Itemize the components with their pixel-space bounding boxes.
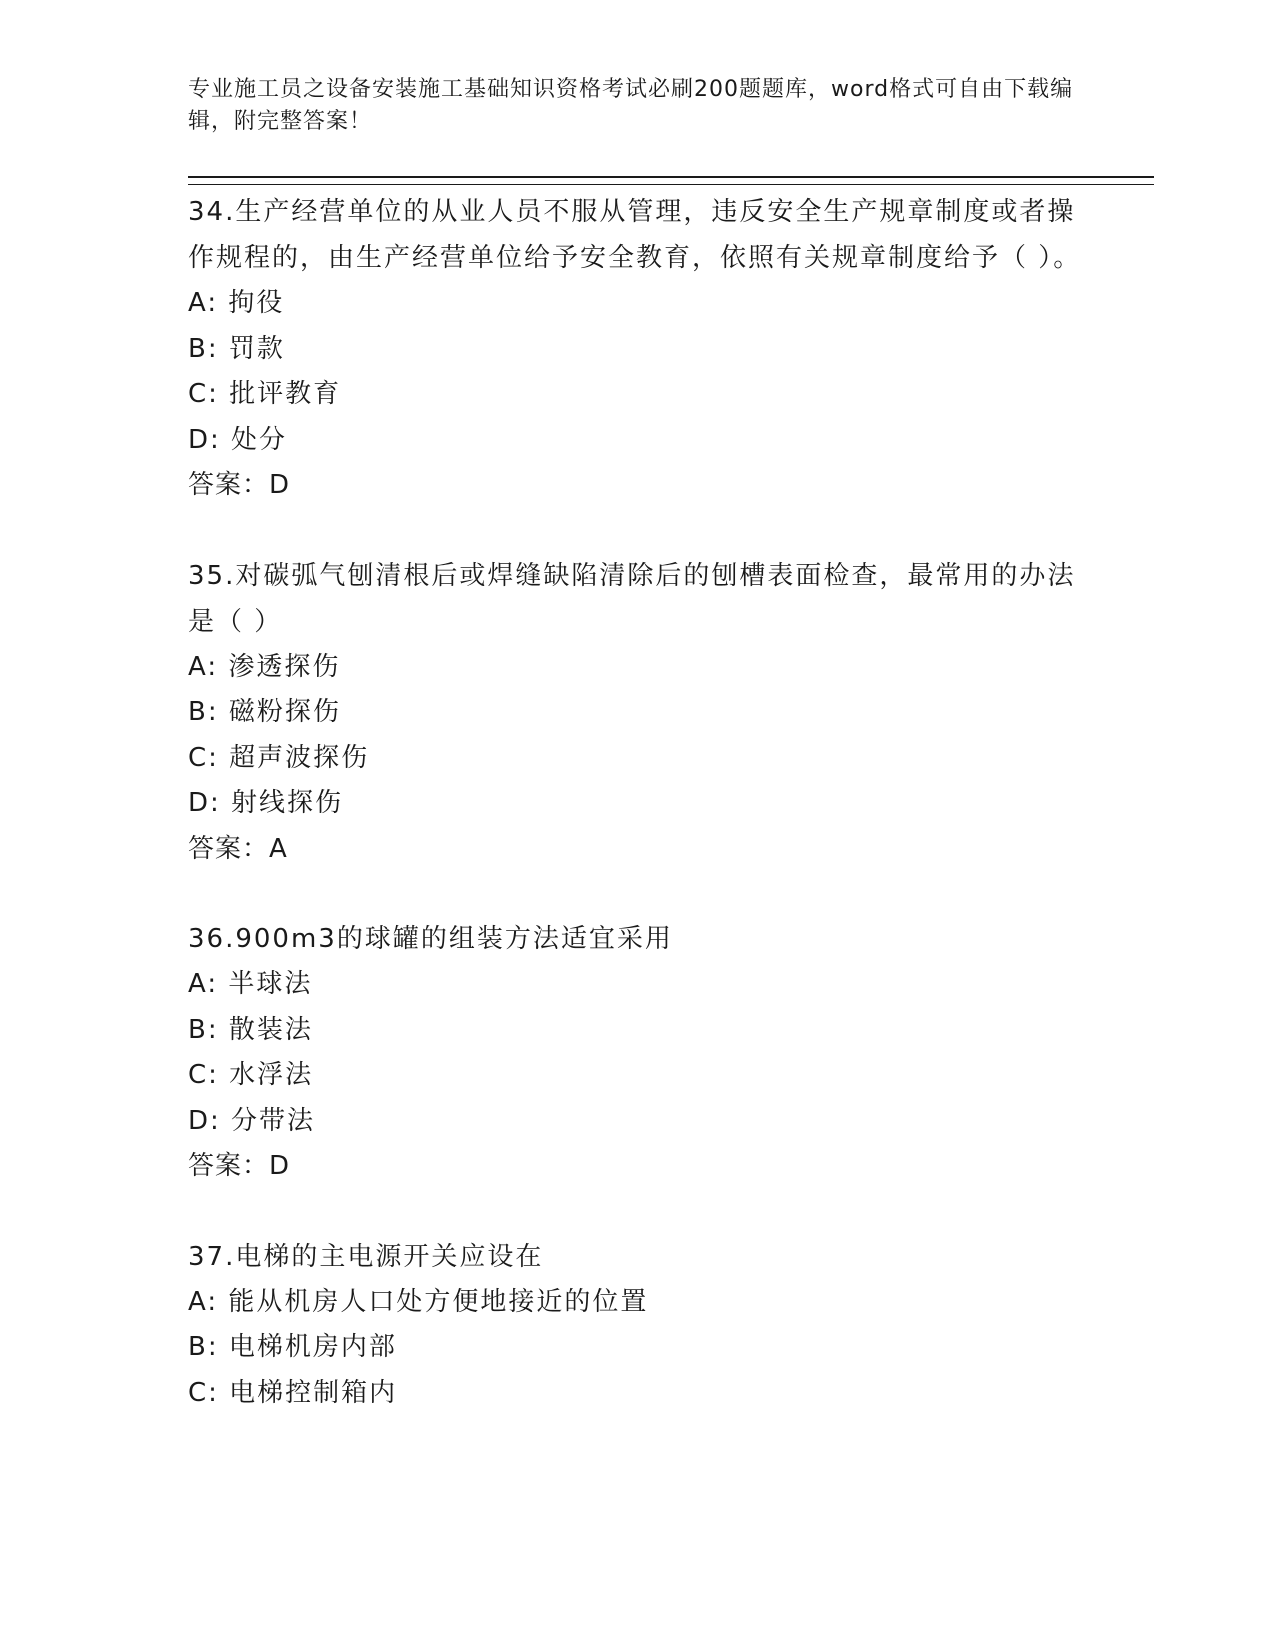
option-d: D: 射线探伤 — [188, 788, 344, 818]
option-c: C: 水浮法 — [188, 1060, 314, 1090]
header-divider — [188, 176, 1154, 185]
option-d: D: 处分 — [188, 424, 288, 455]
document-header: 专业施工员之设备安装施工基础知识资格考试必刷200题题库，word格式可自由下载编辑，附完整答案！ — [188, 77, 1074, 134]
option-a: A: 能从机房人口处方便地接近的位置 — [188, 1286, 649, 1317]
question-36 — [188, 916, 1088, 1190]
option-a: A: 渗透探伤 — [188, 651, 341, 682]
question-stem: 34.生产经营单位的从业人员不服从管理，违反安全生产规章制度或者操作规程的，由生产经营单位给予安全教育，依照有关规章制度给予（ ）。 — [188, 197, 1082, 273]
option-b: B: 磁粉探伤 — [188, 697, 341, 727]
answer-line: 答案：D — [188, 1151, 291, 1181]
question-stem: 36.900m3的球罐的组装方法适宜采用 — [188, 924, 673, 954]
question-34 — [188, 189, 1088, 509]
question-37 — [188, 1234, 1088, 1417]
option-c: C: 电梯控制箱内 — [188, 1377, 398, 1408]
option-a: A: 半球法 — [188, 969, 313, 999]
option-d: D: 分带法 — [188, 1105, 316, 1136]
option-a: A: 拘役 — [188, 288, 285, 318]
answer-line: 答案：A — [188, 833, 288, 864]
question-list — [188, 189, 1088, 1460]
answer-line: 答案：D — [188, 470, 291, 500]
option-b: B: 电梯机房内部 — [188, 1332, 397, 1362]
option-c: C: 超声波探伤 — [188, 742, 370, 773]
option-b: B: 罚款 — [188, 333, 285, 364]
question-stem: 37.电梯的主电源开关应设在 — [188, 1241, 544, 1272]
option-b: B: 散装法 — [188, 1014, 313, 1045]
question-stem: 35.对碳弧气刨清根后或焊缝缺陷清除后的刨槽表面检查，最常用的办法是（ ） — [188, 560, 1076, 637]
question-35 — [188, 553, 1088, 873]
option-c: C: 批评教育 — [188, 379, 342, 409]
